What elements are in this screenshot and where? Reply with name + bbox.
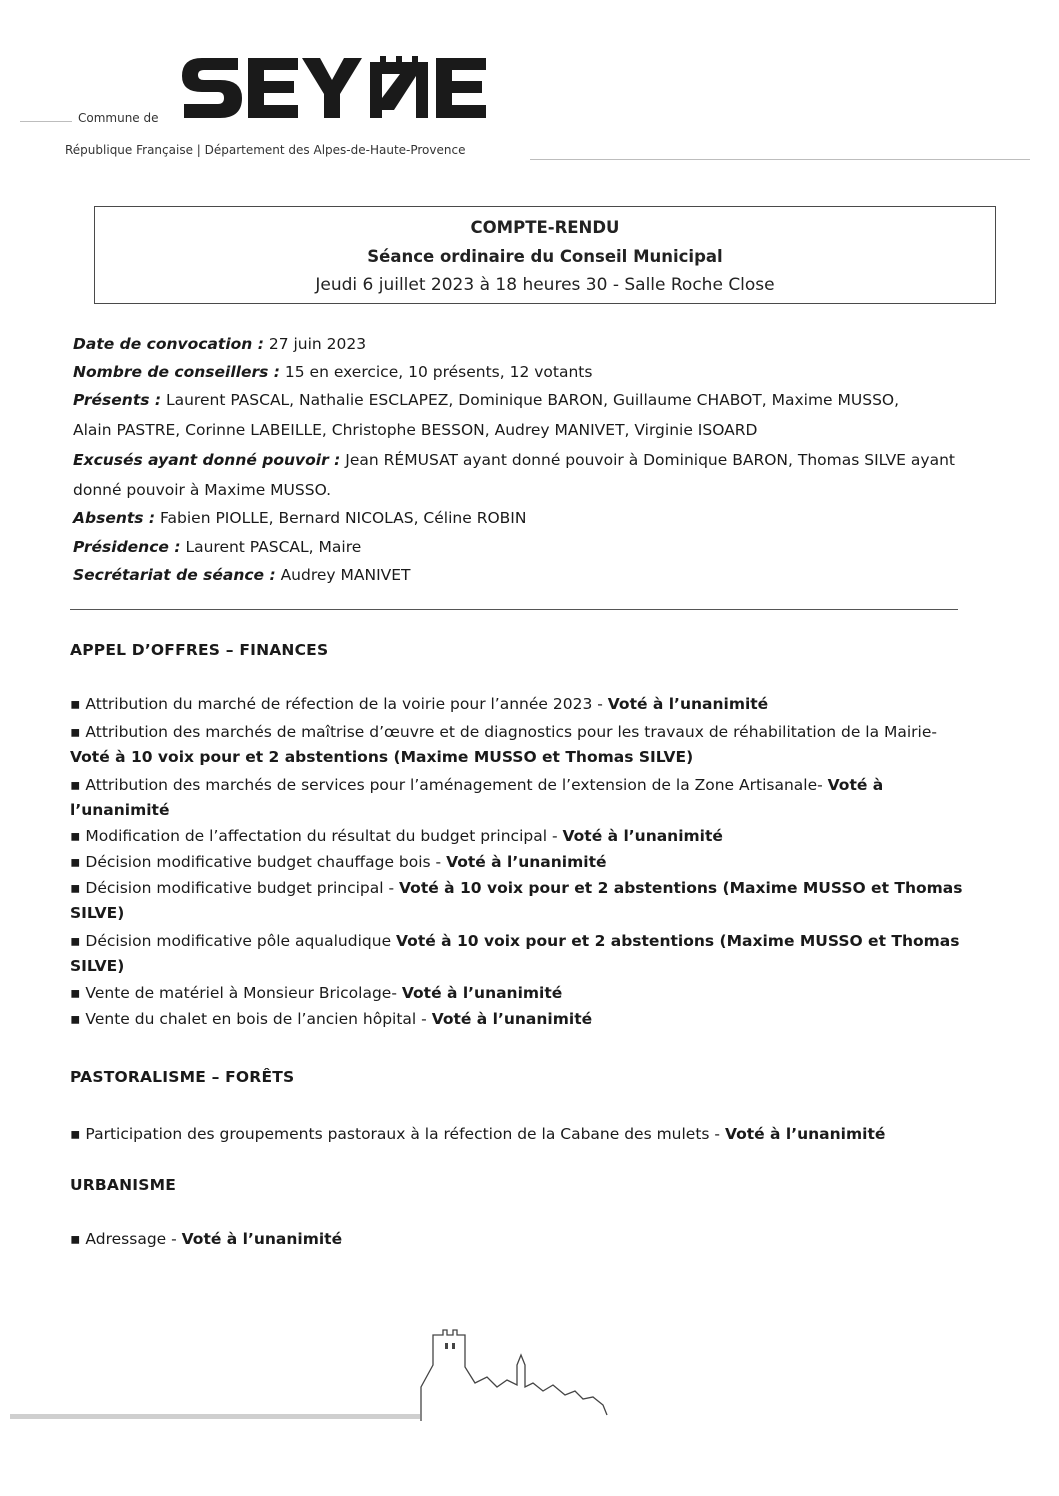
excuses-line-2 xyxy=(73,476,331,504)
vote-result: Voté à l’unanimité xyxy=(401,984,563,1002)
vote-result: Voté à l’unanimité xyxy=(181,1230,343,1248)
list-item: ▪ Décision modificative budget chauffage bois - Voté à l’unanimité xyxy=(70,853,607,871)
session-title: Séance ordinaire du Conseil Municipal xyxy=(367,247,723,266)
list-item: ▪ Modification de l’affectation du résultat du budget principal - Voté à l’unanimité xyxy=(70,827,723,845)
list-item: ▪ Participation des groupements pastoraux à la réfection de la Cabane des mulets - Voté à l’unanimité xyxy=(70,1125,886,1143)
header-rule-right xyxy=(530,159,1030,160)
conseillers-label: Nombre de conseillers : xyxy=(73,363,280,381)
convocation-line xyxy=(73,330,366,358)
convocation-value: 27 juin 2023 xyxy=(263,335,367,353)
vote-result: Voté à l’unanimité xyxy=(431,1010,593,1028)
section-title-finances: APPEL D’OFFRES – FINANCES xyxy=(70,641,329,659)
presidence-label: Présidence : xyxy=(73,538,181,556)
vote-result: Voté à l’unanimité xyxy=(607,695,769,713)
convocation-label: Date de convocation : xyxy=(73,335,264,353)
vote-result: Voté à l’unanimité xyxy=(446,853,607,871)
list-item: ▪ Attribution des marchés de maîtrise d’œuvre et de diagnostics pour les travaux de réhabilitation de la Mairie- Voté à 10 voix pour et 2 abstentions (Maxime MUSSO et Thomas SILVE) xyxy=(70,723,937,766)
absents-value: Fabien PIOLLE, Bernard NICOLAS, Céline ROBIN xyxy=(155,509,527,527)
village-sketch-icon xyxy=(415,1325,615,1425)
conseillers-line xyxy=(73,358,592,386)
list-item: ▪ Attribution du marché de réfection de la voirie pour l’année 2023 - Voté à l’unanimité xyxy=(70,695,769,713)
vote-result: Voté à 10 voix pour et 2 abstentions (Maxime MUSSO et Thomas SILVE) xyxy=(70,879,963,922)
header-subtitle: République Française | Département des Alpes-de-Haute-Provence xyxy=(65,143,466,157)
seyne-logo-wordmark xyxy=(180,48,525,128)
secretariat-value: Audrey MANIVET xyxy=(275,566,411,584)
section-title-pastoralisme: PASTORALISME – FORÊTS xyxy=(70,1068,295,1086)
session-date: Jeudi 6 juillet 2023 à 18 heures 30 - Salle Roche Close xyxy=(315,275,775,295)
presidence-line xyxy=(73,533,361,561)
vote-result: Voté à l’unanimité xyxy=(724,1125,886,1143)
conseillers-value: 15 en exercice, 10 présents, 12 votants xyxy=(279,363,593,381)
header-rule-left xyxy=(20,121,72,122)
seyne-logo xyxy=(180,48,525,128)
presents-value: Laurent PASCAL, Nathalie ESCLAPEZ, Dominique BARON, Guillaume CHABOT, Maxime MUSSO, xyxy=(161,391,900,409)
presidence-value: Laurent PASCAL, Maire xyxy=(180,538,362,556)
document-title: COMPTE-RENDU xyxy=(470,218,620,237)
absents-line xyxy=(73,504,526,532)
list-item: ▪ Vente de matériel à Monsieur Bricolage- Voté à l’unanimité xyxy=(70,984,563,1002)
excuses-value-2: donné pouvoir à Maxime MUSSO. xyxy=(73,481,332,499)
vote-result: Voté à l’unanimité xyxy=(70,776,884,819)
list-item: ▪ Décision modificative budget principal - Voté à 10 voix pour et 2 abstentions (Maxime MUSSO et Thomas SILVE) xyxy=(70,879,963,922)
excuses-value: Jean RÉMUSAT ayant donné pouvoir à Dominique BARON, Thomas SILVE ayant xyxy=(340,451,955,469)
list-item: ▪ Décision modificative pôle aqualudique Voté à 10 voix pour et 2 abstentions (Maxime MUSSO et Thomas SILVE) xyxy=(70,932,960,975)
separator xyxy=(70,609,958,610)
presents-line-2 xyxy=(73,416,757,444)
vote-result: Voté à 10 voix pour et 2 abstentions (Maxime MUSSO et Thomas SILVE) xyxy=(70,747,694,766)
presents-line xyxy=(73,386,899,414)
title-box xyxy=(94,206,996,304)
section-title-urbanisme: URBANISME xyxy=(70,1176,177,1194)
presents-value-2: Alain PASTRE, Corinne LABEILLE, Christophe BESSON, Audrey MANIVET, Virginie ISOARD xyxy=(73,421,758,439)
vote-result: Voté à 10 voix pour et 2 abstentions (Maxime MUSSO et Thomas SILVE) xyxy=(70,932,960,975)
secretariat-line xyxy=(73,561,411,589)
presents-label: Présents : xyxy=(73,391,162,409)
excuses-line xyxy=(73,446,955,474)
excuses-label: Excusés ayant donné pouvoir : xyxy=(73,451,341,469)
list-item: ▪ Attribution des marchés de services pour l’aménagement de l’extension de la Zone Artisanale- Voté à l’unanimité xyxy=(70,776,884,819)
absents-label: Absents : xyxy=(73,509,156,527)
list-item: ▪ Adressage - Voté à l’unanimité xyxy=(70,1230,343,1248)
list-item: ▪ Vente du chalet en bois de l’ancien hôpital - Voté à l’unanimité xyxy=(70,1010,593,1028)
commune-label: Commune de xyxy=(78,111,159,125)
footer-rule xyxy=(10,1414,420,1419)
vote-result: Voté à l’unanimité xyxy=(562,827,723,845)
secretariat-label: Secrétariat de séance : xyxy=(73,566,276,584)
